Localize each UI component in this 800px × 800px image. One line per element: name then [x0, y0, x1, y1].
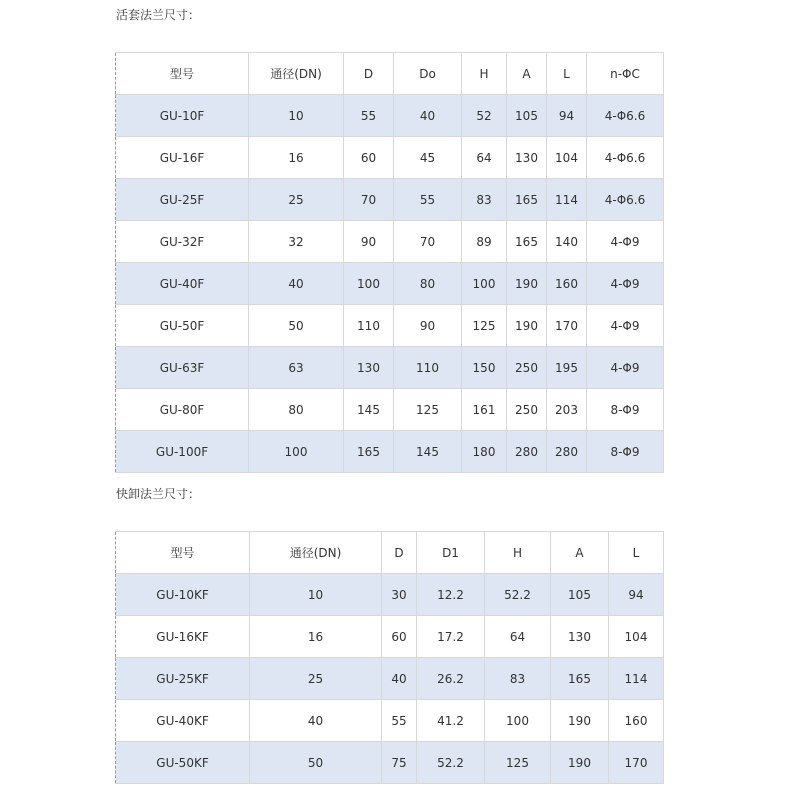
table-cell: 25: [250, 658, 382, 700]
table-cell: 60: [344, 137, 394, 179]
table-cell: 70: [344, 179, 394, 221]
table-cell: 203: [547, 389, 587, 431]
table-cell: 190: [551, 742, 609, 784]
table-cell: 16: [250, 616, 382, 658]
table-cell: 8-Φ9: [587, 389, 664, 431]
table-row: [116, 221, 664, 263]
table-cell: 41.2: [417, 700, 485, 742]
table-cell: 140: [547, 221, 587, 263]
table-row: [116, 431, 664, 473]
table-cell: 4-Φ9: [587, 263, 664, 305]
table-cell: 190: [507, 263, 547, 305]
table-cell: 40: [382, 658, 417, 700]
table-row: [116, 137, 664, 179]
table-cell: 195: [547, 347, 587, 389]
table-cell: 105: [551, 574, 609, 616]
header-h: H: [485, 532, 551, 574]
table-cell: 25: [249, 179, 344, 221]
table-cell: 125: [462, 305, 507, 347]
table-cell: 52.2: [417, 742, 485, 784]
section-title-quick-release-flange: 快卸法兰尺寸：: [116, 487, 201, 501]
loose-flange-dimensions-table: [115, 52, 664, 473]
table-cell: 40: [394, 95, 462, 137]
table-row: [116, 179, 664, 221]
header-d: D: [382, 532, 417, 574]
table-cell: 190: [507, 305, 547, 347]
table-cell: 165: [344, 431, 394, 473]
table-row: [116, 263, 664, 305]
table-cell: 100: [462, 263, 507, 305]
table-cell: 70: [394, 221, 462, 263]
table-cell: 89: [462, 221, 507, 263]
table-cell: 30: [382, 574, 417, 616]
table-cell: 80: [249, 389, 344, 431]
table-cell: 170: [547, 305, 587, 347]
table-cell: 100: [485, 700, 551, 742]
table-cell: 55: [394, 179, 462, 221]
table-cell: 280: [507, 431, 547, 473]
table-cell: GU-10F: [116, 95, 249, 137]
header-a: A: [507, 53, 547, 95]
header-l: L: [547, 53, 587, 95]
table-row: [116, 574, 664, 616]
table-cell: GU-40KF: [116, 700, 250, 742]
table-cell: 52: [462, 95, 507, 137]
table-row: [116, 347, 664, 389]
section-title-loose-flange: 活套法兰尺寸：: [116, 8, 201, 22]
table-cell: 50: [250, 742, 382, 784]
table-cell: 32: [249, 221, 344, 263]
table-cell: 145: [344, 389, 394, 431]
table-row: [116, 742, 664, 784]
table-row: [116, 616, 664, 658]
table-cell: 55: [344, 95, 394, 137]
table-cell: 83: [462, 179, 507, 221]
table-cell: 16: [249, 137, 344, 179]
table-cell: 114: [547, 179, 587, 221]
table-cell: 55: [382, 700, 417, 742]
table-row: [116, 700, 664, 742]
table-cell: 4-Φ6.6: [587, 95, 664, 137]
header-bore-dn: 通径(DN): [250, 532, 382, 574]
table-cell: 160: [609, 700, 664, 742]
table-cell: 80: [394, 263, 462, 305]
table-cell: 8-Φ9: [587, 431, 664, 473]
table-cell: 280: [547, 431, 587, 473]
table-cell: GU-10KF: [116, 574, 250, 616]
table-cell: 130: [507, 137, 547, 179]
table-cell: 94: [609, 574, 664, 616]
table-cell: 130: [344, 347, 394, 389]
table-cell: 165: [507, 221, 547, 263]
table-cell: 110: [344, 305, 394, 347]
table-cell: 10: [249, 95, 344, 137]
table-cell: 64: [462, 137, 507, 179]
table-cell: 26.2: [417, 658, 485, 700]
table-cell: 125: [485, 742, 551, 784]
table-cell: GU-50F: [116, 305, 249, 347]
table-cell: 63: [249, 347, 344, 389]
header-model: 型号: [116, 53, 249, 95]
table-cell: 90: [394, 305, 462, 347]
table-cell: 125: [394, 389, 462, 431]
table-cell: 180: [462, 431, 507, 473]
table-row: [116, 658, 664, 700]
table-cell: 94: [547, 95, 587, 137]
table-cell: 114: [609, 658, 664, 700]
table-body: [116, 574, 664, 784]
table-cell: 17.2: [417, 616, 485, 658]
table-cell: GU-50KF: [116, 742, 250, 784]
table-cell: 104: [609, 616, 664, 658]
table-cell: 160: [547, 263, 587, 305]
table-cell: 40: [250, 700, 382, 742]
table-cell: 83: [485, 658, 551, 700]
table-cell: 165: [551, 658, 609, 700]
table-cell: GU-25F: [116, 179, 249, 221]
table-cell: 165: [507, 179, 547, 221]
table-cell: 60: [382, 616, 417, 658]
table-cell: 4-Φ9: [587, 305, 664, 347]
table-cell: GU-80F: [116, 389, 249, 431]
table-cell: 50: [249, 305, 344, 347]
table-cell: 190: [551, 700, 609, 742]
header-d: D: [344, 53, 394, 95]
table-cell: 250: [507, 347, 547, 389]
table-cell: 4-Φ9: [587, 347, 664, 389]
table-cell: 161: [462, 389, 507, 431]
table-cell: GU-16F: [116, 137, 249, 179]
table-body: [116, 95, 664, 473]
table-cell: 130: [551, 616, 609, 658]
table-cell: 12.2: [417, 574, 485, 616]
table-row: [116, 95, 664, 137]
table-cell: 64: [485, 616, 551, 658]
table-cell: 250: [507, 389, 547, 431]
table-cell: GU-16KF: [116, 616, 250, 658]
table-cell: 75: [382, 742, 417, 784]
header-d1: D1: [417, 532, 485, 574]
table-cell: GU-25KF: [116, 658, 250, 700]
header-do: Do: [394, 53, 462, 95]
table-cell: 45: [394, 137, 462, 179]
table-cell: 40: [249, 263, 344, 305]
table-cell: 4-Φ6.6: [587, 137, 664, 179]
table-row: [116, 305, 664, 347]
table-cell: 150: [462, 347, 507, 389]
table-cell: GU-100F: [116, 431, 249, 473]
header-a: A: [551, 532, 609, 574]
table-cell: 10: [250, 574, 382, 616]
table-header-row: [116, 53, 664, 95]
table-cell: 90: [344, 221, 394, 263]
table-cell: 105: [507, 95, 547, 137]
header-h: H: [462, 53, 507, 95]
header-bore-dn: 通径(DN): [249, 53, 344, 95]
table-cell: 4-Φ6.6: [587, 179, 664, 221]
table-cell: GU-63F: [116, 347, 249, 389]
table-cell: 104: [547, 137, 587, 179]
header-l: L: [609, 532, 664, 574]
table-cell: 145: [394, 431, 462, 473]
header-n-phi-c: n-ΦC: [587, 53, 664, 95]
table-cell: 170: [609, 742, 664, 784]
header-model: 型号: [116, 532, 250, 574]
table-cell: 110: [394, 347, 462, 389]
table-cell: 100: [344, 263, 394, 305]
table-row: [116, 389, 664, 431]
table-cell: 100: [249, 431, 344, 473]
table-header-row: [116, 532, 664, 574]
table-cell: 4-Φ9: [587, 221, 664, 263]
table-cell: GU-32F: [116, 221, 249, 263]
table-cell: GU-40F: [116, 263, 249, 305]
quick-release-flange-dimensions-table: [115, 531, 664, 784]
table-cell: 52.2: [485, 574, 551, 616]
